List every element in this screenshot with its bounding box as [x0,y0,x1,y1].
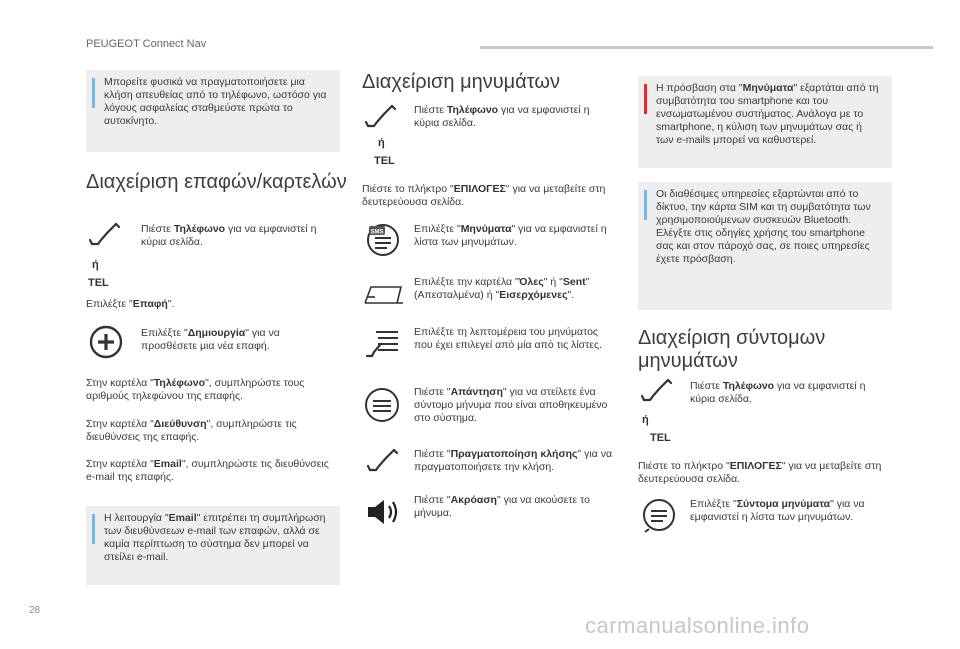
add-plus-icon [89,325,123,359]
watermark-text: carmanualsonline.info [585,613,810,638]
info-icon [644,190,647,220]
info-text: Οι διαθέσιμες υπηρεσίες εξαρτώνται από το δίκτυο, την κάρτα SIM και τη συμβατότητα των χρησιμοποιούμενων συσκευών Bluetooth. Ελέγξτε στις οδηγίες χρήσης του smartphone σας και στον πάροχό σας, σε ποιες υπηρεσίες έχετε πρόσβαση. [656,188,871,265]
short-message-icon [641,499,677,533]
phone-handset-icon [366,448,400,474]
step-reply: Πιέστε "Απάντηση" για να στείλετε ένα σύντομο μήνυμα που είναι αποθηκευμένο στο σύστημα. [414,386,608,424]
info-box-services [638,182,892,310]
or-label: ή [378,137,385,149]
step-phone-tab: Στην καρτέλα "Τηλέφωνο", συμπληρώστε τους αριθμούς τηλεφώνου της επαφής. [86,377,305,402]
info-box-direct-call [86,70,340,152]
tel-button-label: TEL [374,155,395,167]
page-number: 28 [29,605,41,616]
step-press-phone: Πιέστε Τηλέφωνο για να εμφανιστεί η κύρια σελίδα. [141,223,317,248]
or-label: ή [642,414,649,426]
sms-label: SMS [370,229,384,236]
header-rule [480,46,933,49]
speaker-icon [366,497,402,527]
heading-contacts: Διαχείριση επαφών/καρτελών [86,171,347,193]
heading-short-messages: Διαχείριση σύντομων μηνυμάτων [638,327,826,372]
step-select-short-messages: Επιλέξτε "Σύντομα μηνύματα" για να εμφανιστεί η λίστα των μηνυμάτων. [690,498,865,523]
heading-messages: Διαχείριση μηνυμάτων [362,71,560,93]
info-text: Η λειτουργία "Email" επιτρέπει τη συμπλήρωση των διευθύνσεων e-mail των επαφών, αλλά σε καμία περίπτωση το σύστημα δεν μπορεί να στείλει e-mail. [104,512,326,563]
phone-handset-icon [88,222,122,248]
tel-button-label: TEL [88,277,109,289]
step-press-phone: Πιέστε Τηλέφωνο για να εμφανιστεί η κύρια σελίδα. [690,380,866,405]
info-icon [92,78,95,108]
step-press-phone: Πιέστε Τηλέφωνο για να εμφανιστεί η κύρια σελίδα. [414,104,590,129]
step-options-key: Πιέστε το πλήκτρο "ΕΠΙΛΟΓΕΣ" για να μεταβείτε στη δευτερεύουσα σελίδα. [638,460,882,485]
warning-text: Η πρόσβαση στα "Μηνύματα" εξαρτάται από τη συμβατότητα του smartphone και του ενσωματωμένου συστήματος. Ανάλογα με το smartphone, η κύλιση των μηνυμάτων σας ή των e-mails μπορεί να καθυστερεί. [656,82,879,146]
warning-icon [644,84,647,114]
sms-message-icon [366,223,400,257]
running-header: PEUGEOT Connect Nav [86,38,207,50]
step-address-tab: Στην καρτέλα "Διεύθυνση", συμπληρώστε τις διευθύνσεις της επαφής. [86,418,297,443]
phone-handset-icon [364,104,398,130]
step-options-key: Πιέστε το πλήκτρο "ΕΠΙΛΟΓΕΣ" για να μεταβείτε στη δευτερεύουσα σελίδα. [362,183,606,208]
message-detail-icon [364,326,402,362]
step-select-tab: Επιλέξτε την καρτέλα "Όλες" ή "Sent" (Απεσταλμένα) ή "Εισερχόμενες". [414,276,590,301]
info-box-email [86,506,340,585]
step-select-messages: Επιλέξτε "Μηνύματα" για να εμφανιστεί η λίστα των μηνυμάτων. [414,223,607,248]
phone-handset-icon [640,378,674,404]
reply-message-icon [364,387,400,423]
step-select-contact: Επιλέξτε "Επαφή". [86,298,175,310]
info-text: Μπορείτε φυσικά να πραγματοποιήσετε μια κλήση απευθείας από το τηλέφωνο, ωστόσο για λόγους ασφαλείας σταθμεύστε πρώτα το αυτοκίνητο. [104,76,327,127]
step-select-detail: Επιλέξτε τη λεπτομέρεια του μηνύματος που έχει επιλεγεί από μία από τις λίστες. [414,326,602,351]
step-create: Επιλέξτε "Δημιουργία" για να προσθέσετε μια νέα επαφή. [141,327,280,352]
step-call: Πιέστε "Πραγματοποίηση κλήσης" για να πραγματοποιήσετε την κλήση. [414,448,613,473]
step-email-tab: Στην καρτέλα "Email", συμπληρώστε τις διευθύνσεις e-mail της επαφής. [86,458,329,483]
tel-button-label: TEL [650,432,671,444]
tab-card-icon [363,283,405,305]
or-label: ή [92,259,99,271]
step-listen: Πιέστε "Ακρόαση" για να ακούσετε το μήνυμα. [414,494,590,519]
warning-box-compatibility [638,76,892,168]
info-icon [92,514,95,544]
